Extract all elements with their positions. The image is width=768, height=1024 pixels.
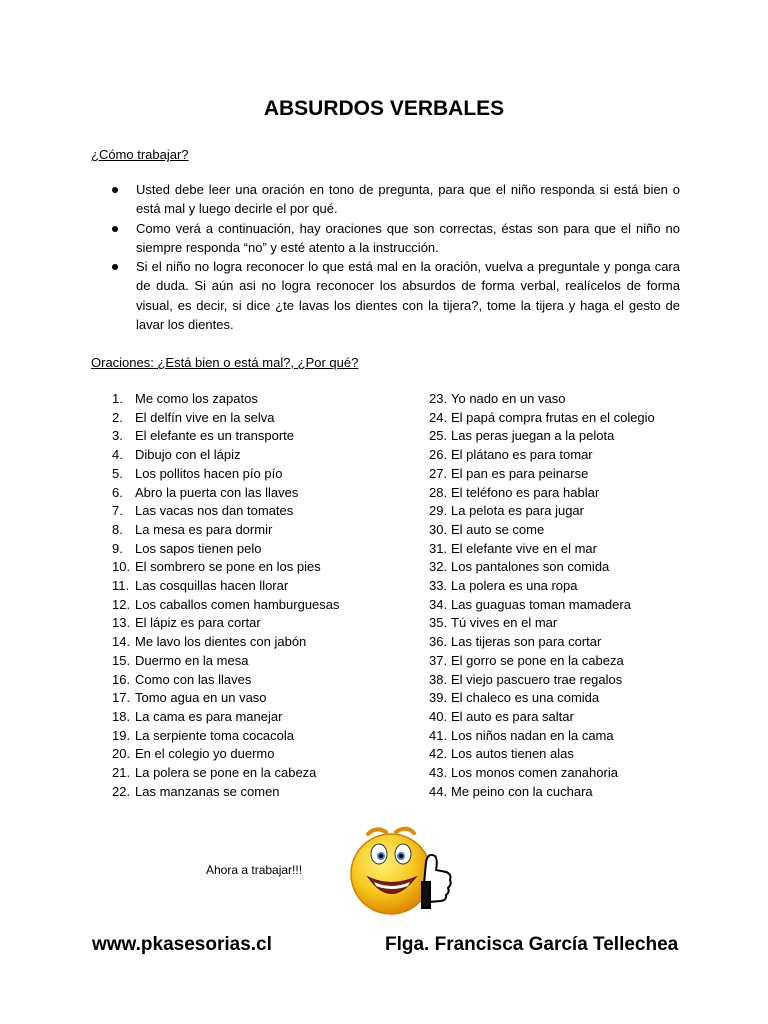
sentence-number: 43.	[429, 765, 448, 781]
sentence-number: 23.	[429, 391, 448, 406]
sentence-number: 16.	[112, 671, 131, 687]
sentence-text: Como con las llaves	[135, 671, 252, 687]
sentence-item	[112, 764, 402, 783]
sentences-heading: Oraciones: ¿Está bien o está mal?, ¿Por qué?	[91, 355, 359, 370]
sentence-item	[429, 727, 729, 746]
instruction-text: Si el niño no logra reconocer lo que está mal en la oración, vuelva a preguntale y ponga cara de duda. Si aún asi no logra reconocer los absurdos de forma verbal, realícelos de forma visual, es decir, si dice ¿te lavas los dientes con la tijera?, tome la tijera y haga el gesto de lavar los dientes.	[136, 259, 680, 333]
sentence-number: 31.	[429, 540, 448, 556]
sentence-number: 42.	[429, 746, 448, 762]
sentences-list-left	[112, 390, 402, 801]
instructions-list	[110, 180, 680, 334]
sentence-item	[112, 652, 402, 671]
sentence-item	[112, 465, 402, 484]
how-to-work-heading: ¿Cómo trabajar?	[91, 147, 189, 162]
sentence-number: 36.	[429, 634, 448, 650]
sentence-text: El teléfono es para hablar	[451, 484, 600, 500]
sentence-text: La cama es para manejar	[135, 708, 283, 724]
sentence-number: 17.	[112, 690, 131, 706]
sentence-text: El pan es para peinarse	[451, 465, 589, 481]
sentence-item	[429, 689, 729, 708]
sentence-text: Los monos comen zanahoria	[451, 765, 618, 781]
sentence-item	[112, 689, 402, 708]
sentence-item	[112, 727, 402, 746]
sentence-number: 8.	[112, 521, 123, 537]
sentence-text: La pelota es para jugar	[451, 503, 584, 519]
sentence-number: 2.	[112, 409, 123, 425]
sentence-item	[429, 409, 729, 428]
sentence-item	[429, 484, 729, 503]
sentence-number: 14.	[112, 634, 131, 650]
sentence-number: 1.	[112, 391, 123, 406]
sentence-item	[429, 764, 729, 783]
sentence-text: El sombrero se pone en los pies	[135, 559, 321, 575]
sentence-item	[112, 596, 402, 615]
sentence-number: 41.	[429, 727, 448, 743]
sentence-text: Los autos tienen alas	[451, 746, 574, 762]
sentence-number: 20.	[112, 746, 131, 762]
sentence-item	[429, 521, 729, 540]
sentence-number: 28.	[429, 484, 448, 500]
sentence-text: El elefante es un transporte	[135, 428, 294, 444]
sentence-text: Abro la puerta con las llaves	[135, 484, 299, 500]
sentence-item	[112, 614, 402, 633]
sentence-item	[429, 614, 729, 633]
bullet-icon	[112, 264, 118, 270]
sentence-item	[429, 540, 729, 559]
sentence-text: El gorro se pone en la cabeza	[451, 652, 624, 668]
sentence-number: 21.	[112, 765, 131, 781]
sentence-text: Las manzanas se comen	[135, 783, 280, 799]
sentence-text: Los sapos tienen pelo	[135, 540, 262, 556]
sentence-item	[429, 783, 729, 802]
sentence-text: Las cosquillas hacen llorar	[135, 578, 289, 594]
sentence-number: 22.	[112, 783, 131, 799]
sentence-number: 34.	[429, 596, 448, 612]
footer-website: www.pkasesorias.cl	[92, 934, 272, 955]
sentence-text: La polera se pone en la cabeza	[135, 765, 317, 781]
sentence-number: 39.	[429, 690, 448, 706]
sentence-item	[112, 540, 402, 559]
sentence-text: Las peras juegan a la pelota	[451, 428, 615, 444]
instruction-item	[110, 257, 680, 334]
sentence-number: 12.	[112, 596, 131, 612]
sentence-number: 5.	[112, 465, 123, 481]
sentence-text: Duermo en la mesa	[135, 652, 249, 668]
sentence-number: 30.	[429, 521, 448, 537]
sentence-text: El lápiz es para cortar	[135, 615, 261, 631]
sentence-number: 18.	[112, 708, 131, 724]
sentence-item	[112, 558, 402, 577]
sentence-number: 37.	[429, 652, 448, 668]
sentence-item	[429, 745, 729, 764]
sentence-number: 19.	[112, 727, 131, 743]
instruction-text: Como verá a continuación, hay oraciones que son correctas, éstas son para que el niño no siempre responda “no” y esté atento a la instrucción.	[136, 220, 680, 255]
sentence-item	[429, 708, 729, 727]
sentence-text: El auto es para saltar	[451, 708, 574, 724]
sentence-text: Dibujo con el lápiz	[135, 447, 241, 463]
sentence-number: 24.	[429, 409, 448, 425]
sentence-item	[429, 465, 729, 484]
sentence-item	[429, 502, 729, 521]
sentence-number: 15.	[112, 652, 131, 668]
sentence-text: Los pantalones son comida	[451, 559, 610, 575]
sentence-number: 3.	[112, 428, 123, 444]
sentence-number: 29.	[429, 503, 448, 519]
sentence-text: Las tijeras son para cortar	[451, 634, 602, 650]
sentence-item	[112, 446, 402, 465]
sentence-text: El delfín vive en la selva	[135, 409, 275, 425]
sentence-text: Las guaguas toman mamadera	[451, 596, 631, 612]
sentence-text: El viejo pascuero trae regalos	[451, 671, 623, 687]
sentence-item	[429, 652, 729, 671]
sentence-number: 4.	[112, 447, 123, 463]
sentence-item	[112, 409, 402, 428]
sentence-item	[429, 390, 729, 409]
sentence-number: 33.	[429, 578, 448, 594]
sentence-number: 38.	[429, 671, 448, 687]
sentence-item	[429, 577, 729, 596]
sentence-number: 25.	[429, 428, 448, 444]
sentence-text: En el colegio yo duermo	[135, 746, 275, 762]
sentence-text: Me peino con la cuchara	[451, 783, 593, 799]
sentence-item	[112, 745, 402, 764]
sentence-item	[112, 783, 402, 802]
sentence-item	[429, 596, 729, 615]
sentence-item	[112, 390, 402, 409]
sentence-item	[112, 577, 402, 596]
sentence-number: 44.	[429, 783, 448, 799]
sentence-item	[112, 427, 402, 446]
sentence-item	[112, 708, 402, 727]
sentence-text: Los niños nadan en la cama	[451, 727, 614, 743]
sentence-text: Tomo agua en un vaso	[135, 690, 267, 706]
sentences-list-right	[429, 390, 729, 801]
sentence-item	[429, 633, 729, 652]
bullet-icon	[112, 226, 118, 232]
sentence-number: 11.	[112, 578, 130, 594]
bullet-icon	[112, 187, 118, 193]
sentence-item	[429, 427, 729, 446]
footer-author: Flga. Francisca García Tellechea	[385, 934, 679, 955]
sentence-text: Yo nado en un vaso	[451, 391, 566, 406]
sentence-item	[429, 446, 729, 465]
sentence-item	[112, 671, 402, 690]
page-title: ABSURDOS VERBALES	[263, 97, 505, 120]
sentence-number: 9.	[112, 540, 123, 556]
sentence-text: El chaleco es una comida	[451, 690, 600, 706]
sentence-number: 6.	[112, 484, 123, 500]
sentence-text: Me lavo los dientes con jabón	[135, 634, 307, 650]
sentence-text: El plátano es para tomar	[451, 447, 593, 463]
sentence-item	[429, 558, 729, 577]
sentence-number: 32.	[429, 559, 448, 575]
sentence-item	[112, 484, 402, 503]
sentence-number: 35.	[429, 615, 448, 631]
sentence-text: Los pollitos hacen pío pío	[135, 465, 283, 481]
sentence-number: 13.	[112, 615, 131, 631]
instruction-text: Usted debe leer una oración en tono de pregunta, para que el niño responda si está bien o está mal y luego decirle el por qué.	[136, 182, 680, 217]
sentence-text: Las vacas nos dan tomates	[135, 503, 294, 519]
sentence-text: Me como los zapatos	[135, 391, 258, 406]
sentence-number: 10.	[112, 559, 131, 575]
sentence-text: El auto se come	[451, 521, 545, 537]
sentence-number: 26.	[429, 447, 448, 463]
closing-text: Ahora a trabajar!!!	[206, 863, 303, 877]
sentence-item	[112, 521, 402, 540]
sentence-item	[112, 633, 402, 652]
sentence-number: 40.	[429, 708, 448, 724]
instruction-item	[110, 180, 680, 219]
sentence-text: Tú vives en el mar	[451, 615, 558, 631]
sentence-number: 27.	[429, 465, 448, 481]
sentence-text: La polera es una ropa	[451, 578, 578, 594]
sentence-item	[429, 671, 729, 690]
sentence-item	[112, 502, 402, 521]
sentence-text: La serpiente toma cocacola	[135, 727, 294, 743]
instruction-item	[110, 219, 680, 258]
smiley-thumbs-up-icon	[346, 822, 456, 922]
sentence-text: Los caballos comen hamburguesas	[135, 596, 340, 612]
sentence-number: 7.	[112, 503, 123, 519]
sentence-text: El elefante vive en el mar	[451, 540, 597, 556]
sentence-text: La mesa es para dormir	[135, 521, 273, 537]
sentence-text: El papá compra frutas en el colegio	[451, 409, 655, 425]
